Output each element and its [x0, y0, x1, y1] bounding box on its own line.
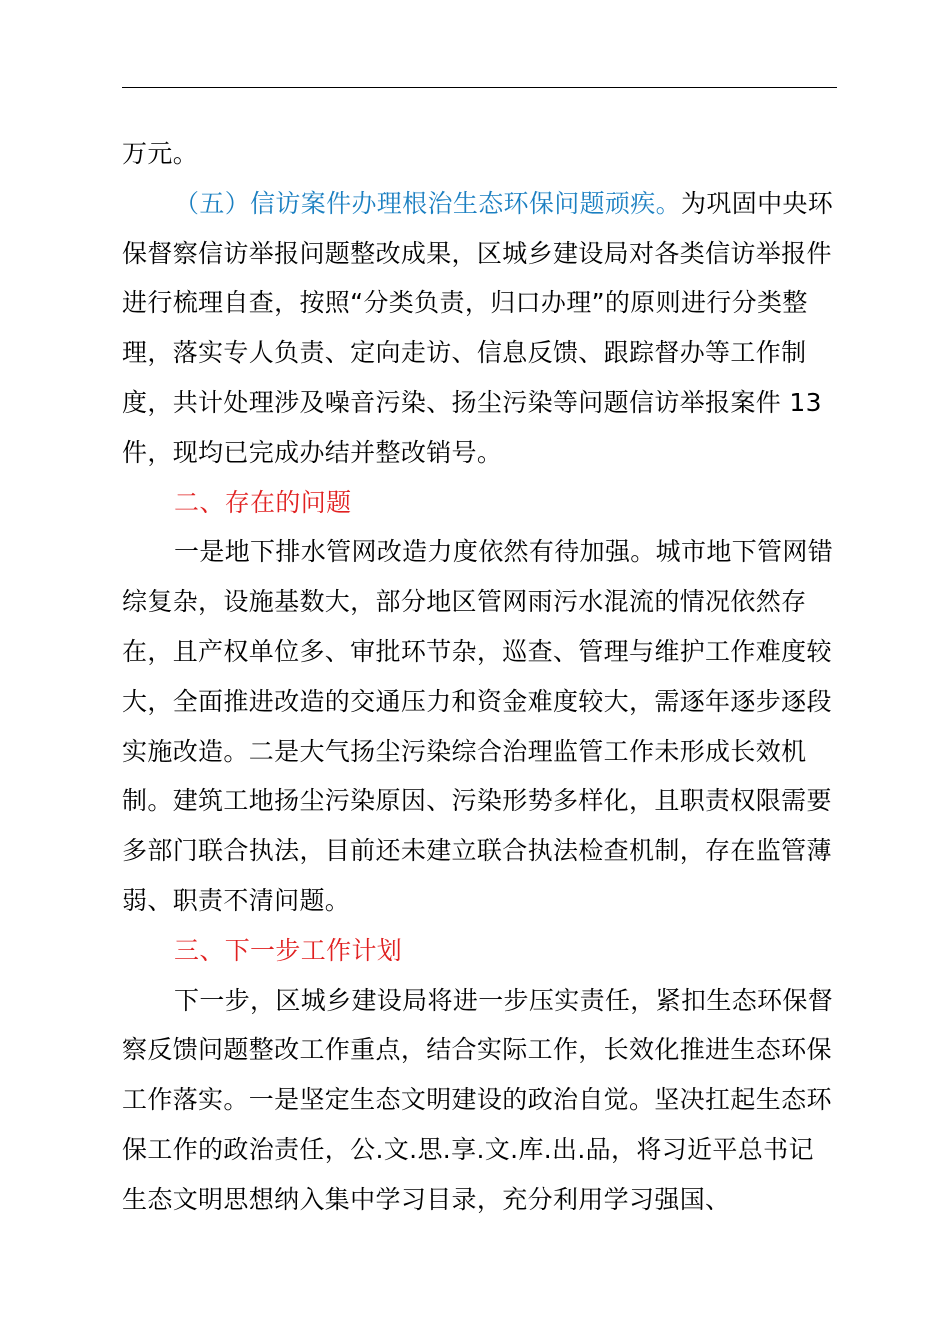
header-rule: [122, 87, 837, 88]
document-body: [122, 129, 838, 1225]
section-5-paragraph: [122, 179, 838, 478]
plan-heading: 三、下一步工作计划: [174, 935, 403, 965]
section-5-heading: （五）信访案件办理根治生态环保问题顽疾。: [174, 188, 682, 218]
problems-heading: 二、存在的问题: [174, 487, 352, 517]
lead-fragment-text: 万元。: [122, 139, 199, 168]
problems-paragraph: 一是地下排水管网改造力度依然有待加强。城市地下管网错综复杂，设施基数大，部分地区管网雨污水混流的情况依然存在，且产权单位多、审批环节杂，巡查、管理与维护工作难度较大，全面推进改造的交通压力和资金难度较大，需逐年逐步逐段实施改造。二是大气扬尘污染综合治理监管工作未形成长效机制。建筑工地扬尘污染原因、污染形势多样化，且职责权限需要多部门联合执法，目前还未建立联合执法检查机制，存在监管薄弱、职责不清问题。: [122, 537, 834, 915]
section-5-text: 为巩固中央环保督察信访举报问题整改成果，区城乡建设局对各类信访举报件进行梳理自查，按照“分类负责，归口办理”的原则进行分类整理，落实专人负责、定向走访、信息反馈、跟踪督办等工作制度，共计处理涉及噪音污染、扬尘污染等问题信访举报案件 13 件，现均已完成办结并整改销号。: [122, 188, 834, 467]
plan-paragraph: 下一步，区城乡建设局将进一步压实责任，紧扣生态环保督察反馈问题整改工作重点，结合实际工作，长效化推进生态环保工作落实。一是坚定生态文明建设的政治自觉。坚决扛起生态环保工作的政治责任，公.文.思.享.文.库.出.品，将习近平总书记生态文明思想纳入集中学习目录，充分利用学习强国、: [122, 985, 834, 1214]
lead-fragment: [122, 129, 838, 179]
